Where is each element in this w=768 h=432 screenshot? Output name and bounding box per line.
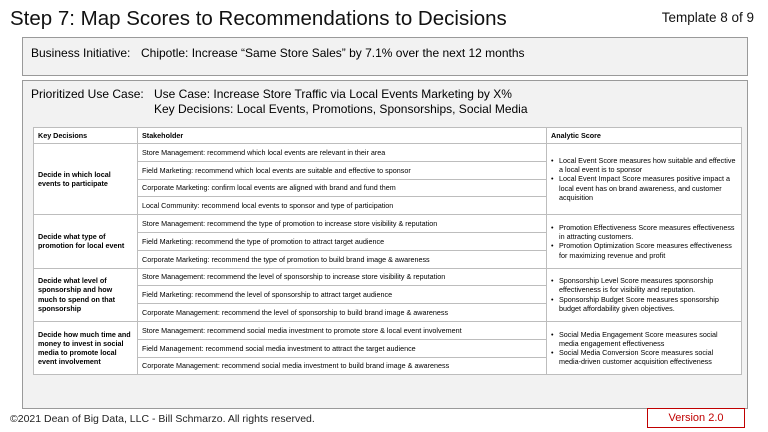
stakeholder-cell: Store Management: recommend the type of promotion to increase store visibility & reputation [138,215,547,233]
header-analytic-score: Analytic Score [547,128,742,144]
analytic-score-item: • Local Event Score measures how suitable and effective a local event is to sponsor [551,156,737,175]
page-title: Step 7: Map Scores to Recommendations to Decisions [10,7,507,30]
analytic-score-item: • Local Event Impact Score measures positive impact a local event has on brand awareness, and customer acquisition [551,174,737,202]
analytic-score-cell [547,215,742,268]
stakeholder-cell: Store Management: recommend social media investment to promote store & local event involvement [138,321,547,339]
use-case-text [154,87,528,117]
analytic-score-cell [547,144,742,215]
stakeholder-cell: Corporate Management: recommend the level of sponsorship to build brand image & awareness [138,304,547,322]
key-decision-cell: Decide in which local events to participate [34,144,138,215]
business-initiative-text: Chipotle: Increase “Same Store Sales” by 7.1% over the next 12 months [141,46,525,60]
stakeholder-cell: Corporate Marketing: confirm local events are aligned with brand and fund them [138,179,547,197]
decisions-table [33,127,742,375]
stakeholder-cell: Corporate Marketing: recommend the type of promotion to build brand image & awareness [138,250,547,268]
key-decision-cell: Decide what level of sponsorship and how much to spend on that sponsorship [34,268,138,321]
analytic-score-item: • Promotion Optimization Score measures effectiveness for maximizing revenue and profit [551,241,737,260]
table-row [34,268,742,286]
analytic-score-cell [547,321,742,374]
table-header-row [34,128,742,144]
stakeholder-cell: Field Marketing: recommend the level of sponsorship to attract target audience [138,286,547,304]
key-decision-cell: Decide how much time and money to invest in social media to promote local event involvement [34,321,138,374]
analytic-score-item: • Sponsorship Budget Score measures sponsorship budget affordability given objectives. [551,295,737,314]
use-case-line: Use Case: Increase Store Traffic via Local Events Marketing by X% [154,87,512,101]
table-row [34,215,742,233]
analytic-score-item: • Social Media Conversion Score measures social media-driven customer acquisition effectiveness [551,348,737,367]
business-initiative-panel [22,37,748,76]
analytic-score-item: • Social Media Engagement Score measures social media engagement effectiveness [551,330,737,349]
stakeholder-cell: Corporate Management: recommend social media investment to build brand image & awareness [138,357,547,375]
stakeholder-cell: Field Management: recommend social media investment to attract the target audience [138,339,547,357]
stakeholder-cell: Local Community: recommend local events to sponsor and type of participation [138,197,547,215]
stakeholder-cell: Field Marketing: recommend the type of promotion to attract target audience [138,232,547,250]
header-key-decisions: Key Decisions [34,128,138,144]
table-row [34,144,742,162]
use-case-panel [22,80,748,409]
use-case-label: Prioritized Use Case: [31,87,144,101]
analytic-score-item: • Promotion Effectiveness Score measures effectiveness in attracting customers. [551,223,737,242]
table-row [34,321,742,339]
version-badge: Version 2.0 [647,408,745,428]
business-initiative-label: Business Initiative: [31,46,131,60]
stakeholder-cell: Store Management: recommend the level of sponsorship to increase store visibility & reputation [138,268,547,286]
analytic-score-cell [547,268,742,321]
stakeholder-cell: Store Management: recommend which local events are relevant in their area [138,144,547,162]
template-indicator: Template 8 of 9 [661,10,754,25]
header-stakeholder: Stakeholder [138,128,547,144]
analytic-score-item: • Sponsorship Level Score measures sponsorship effectiveness is for visibility and reputation. [551,276,737,295]
key-decisions-line: Key Decisions: Local Events, Promotions, Sponsorships, Social Media [154,102,528,116]
copyright-notice: ©2021 Dean of Big Data, LLC - Bill Schmarzo. All rights reserved. [10,413,315,425]
key-decision-cell: Decide what type of promotion for local event [34,215,138,268]
stakeholder-cell: Field Marketing: recommend which local events are suitable and effective to sponsor [138,161,547,179]
